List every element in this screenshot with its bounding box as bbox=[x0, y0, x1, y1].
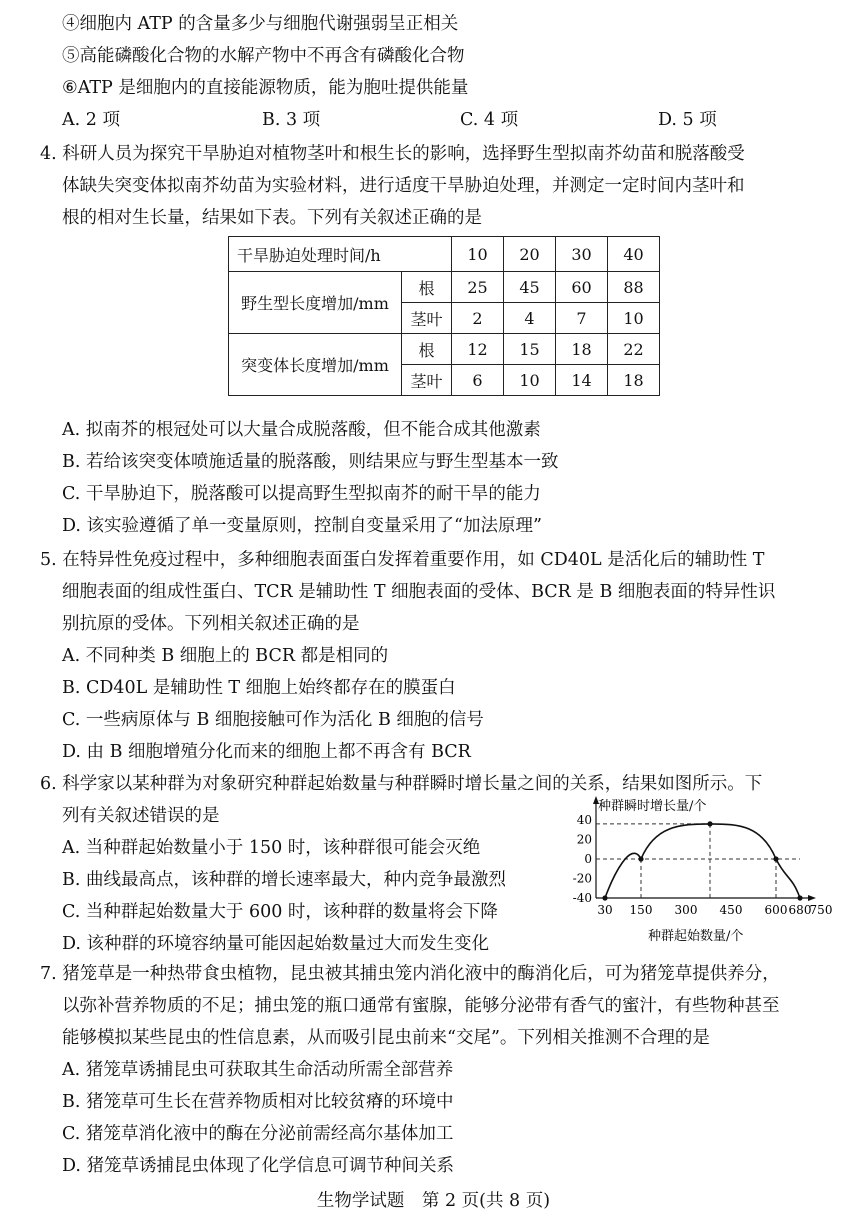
table-cell: 22 bbox=[608, 334, 660, 365]
q5-stem-line-1: 5. 在特异性免疫过程中，多种细胞表面蛋白发挥着重要作用，如 CD40L 是活化后的辅助性 T bbox=[40, 550, 765, 570]
q7-option-c: C. 猪笼草消化液中的酶在分泌前需经高尔基体加工 bbox=[62, 1124, 454, 1144]
x-tick-label: 750 bbox=[809, 903, 833, 917]
table-cell: 60 bbox=[556, 272, 608, 303]
q7-stem-line-2: 以弥补营养物质的不足；捕虫笼的瓶口通常有蜜腺，能够分泌带有香气的蜜汁，有些物种甚至 bbox=[62, 996, 780, 1016]
statement-4: ④细胞内 ATP 的含量多少与细胞代谢强弱呈正相关 bbox=[62, 14, 459, 34]
q7-option-d: D. 猪笼草诱捕昆虫体现了化学信息可调节种间关系 bbox=[62, 1156, 455, 1176]
statement-5: ⑤高能磷酸化合物的水解产物中不再含有磷酸化合物 bbox=[62, 46, 465, 66]
table-cell: 88 bbox=[608, 272, 660, 303]
table-cell: 10 bbox=[504, 365, 556, 396]
q4-stem-line-1: 4. 科研人员为探究干旱胁迫对植物茎叶和根生长的影响，选择野生型拟南芥幼苗和脱落酸受 bbox=[40, 144, 745, 164]
x-tick-label: 450 bbox=[719, 903, 743, 917]
table-row bbox=[229, 334, 660, 365]
curve-point bbox=[707, 821, 712, 826]
chart-xlabel: 种群起始数量/个 bbox=[648, 929, 744, 944]
q5-option-a: A. 不同种类 B 细胞上的 BCR 都是相同的 bbox=[62, 646, 389, 666]
curve-point bbox=[638, 856, 643, 861]
q7-option-b: B. 猪笼草可生长在营养物质相对比较贫瘠的环境中 bbox=[62, 1092, 454, 1112]
table-cell: 14 bbox=[556, 365, 608, 396]
option-c: C. 4 项 bbox=[460, 110, 519, 130]
q4-option-d: D. 该实验遵循了单一变量原则，控制自变量采用了“加法原理” bbox=[62, 516, 542, 536]
q7-stem-line-1: 7. 猪笼草是一种热带食虫植物，昆虫被其捕虫笼内消化液中的酶消化后，可为猪笼草提供养分， bbox=[40, 964, 780, 984]
table-time-cell: 10 bbox=[452, 237, 504, 272]
table-cell: 7 bbox=[556, 303, 608, 334]
table-time-cell: 20 bbox=[504, 237, 556, 272]
q4-stem-line-3: 根的相对生长量，结果如下表。下列有关叙述正确的是 bbox=[62, 208, 482, 228]
table-header-label: 干旱胁迫处理时间/h bbox=[229, 237, 452, 272]
y-tick-label: 20 bbox=[576, 832, 592, 847]
y-tick-label: 0 bbox=[584, 852, 592, 866]
table-time-cell: 40 bbox=[608, 237, 660, 272]
q6-option-d: D. 该种群的环境容纳量可能因起始数量过大而发生变化 bbox=[62, 934, 490, 954]
y-tick-label: -40 bbox=[572, 891, 592, 905]
data-table bbox=[228, 236, 660, 396]
group-label-mutant: 突变体长度增加/mm bbox=[229, 334, 402, 396]
q5-option-c: C. 一些病原体与 B 细胞接触可作为活化 B 细胞的信号 bbox=[62, 710, 484, 730]
table-cell: 25 bbox=[452, 272, 504, 303]
part-label: 茎叶 bbox=[402, 303, 452, 334]
group-label-wildtype: 野生型长度增加/mm bbox=[229, 272, 402, 334]
q4-stem-line-2: 体缺失突变体拟南芥幼苗为实验材料，进行适度干旱胁迫处理，并测定一定时间内茎叶和 bbox=[62, 176, 745, 196]
q4-option-b: B. 若给该突变体喷施适量的脱落酸，则结果应与野生型基本一致 bbox=[62, 452, 559, 472]
x-tick-label: 600 bbox=[764, 903, 788, 917]
q6-option-c: C. 当种群起始数量大于 600 时，该种群的数量将会下降 bbox=[62, 902, 498, 922]
growth-curve bbox=[605, 824, 800, 898]
y-tick-label: -20 bbox=[572, 871, 592, 886]
growth-chart bbox=[558, 790, 833, 946]
q6-stem-line-2: 列有关叙述错误的是 bbox=[62, 806, 220, 826]
q7-option-a: A. 猪笼草诱捕昆虫可获取其生命活动所需全部营养 bbox=[62, 1060, 454, 1080]
q5-option-d: D. 由 B 细胞增殖分化而来的细胞上都不再含有 BCR bbox=[62, 742, 471, 762]
table-time-cell: 30 bbox=[556, 237, 608, 272]
curve-point bbox=[773, 856, 778, 861]
table-row bbox=[229, 272, 660, 303]
part-label: 根 bbox=[402, 334, 452, 365]
x-axis-arrow bbox=[808, 895, 816, 901]
part-label: 茎叶 bbox=[402, 365, 452, 396]
table-cell: 18 bbox=[556, 334, 608, 365]
curve-point bbox=[602, 895, 607, 900]
table-cell: 6 bbox=[452, 365, 504, 396]
curve-point bbox=[797, 895, 802, 900]
x-tick-label: 300 bbox=[674, 903, 698, 917]
q7-stem-line-3: 能够模拟某些昆虫的性信息素，从而吸引昆虫前来“交尾”。下列相关推测不合理的是 bbox=[62, 1028, 710, 1048]
table-cell: 15 bbox=[504, 334, 556, 365]
option-b: B. 3 项 bbox=[262, 110, 321, 130]
table-cell: 12 bbox=[452, 334, 504, 365]
x-tick-label: 680 bbox=[788, 903, 812, 917]
q6-option-b: B. 曲线最高点，该种群的增长速率最大，种内竞争最激烈 bbox=[62, 870, 506, 890]
table-cell: 18 bbox=[608, 365, 660, 396]
y-tick-label: 40 bbox=[576, 813, 592, 827]
x-tick-label: 30 bbox=[597, 903, 613, 917]
q5-option-b: B. CD40L 是辅助性 T 细胞上始终都存在的膜蛋白 bbox=[62, 678, 456, 698]
part-label: 根 bbox=[402, 272, 452, 303]
statement-6: ⑥ATP 是细胞内的直接能源物质，能为胞吐提供能量 bbox=[62, 78, 469, 98]
option-a: A. 2 项 bbox=[62, 110, 120, 130]
q4-option-a: A. 拟南芥的根冠处可以大量合成脱落酸，但不能合成其他激素 bbox=[62, 420, 541, 440]
q6-option-a: A. 当种群起始数量小于 150 时，该种群很可能会灭绝 bbox=[62, 838, 481, 858]
option-d: D. 5 项 bbox=[658, 110, 717, 130]
table-cell: 2 bbox=[452, 303, 504, 334]
table-header-row bbox=[229, 237, 660, 272]
q5-stem-line-3: 别抗原的受体。下列相关叙述正确的是 bbox=[62, 614, 360, 634]
page-footer: 生物学试题 第 2 页(共 8 页) bbox=[316, 1191, 551, 1211]
q4-option-c: C. 干旱胁迫下，脱落酸可以提高野生型拟南芥的耐干旱的能力 bbox=[62, 484, 541, 504]
table-cell: 10 bbox=[608, 303, 660, 334]
table-cell: 45 bbox=[504, 272, 556, 303]
chart-ylabel: 种群瞬时增长量/个 bbox=[598, 799, 707, 814]
q6-stem-line-1: 6. 科学家以某种群为对象研究种群起始数量与种群瞬时增长量之间的关系，结果如图所示。下 bbox=[40, 774, 763, 794]
q5-stem-line-2: 细胞表面的组成性蛋白、TCR 是辅助性 T 细胞表面的受体、BCR 是 B 细胞表面的特异性识 bbox=[62, 582, 776, 602]
x-tick-label: 150 bbox=[629, 903, 653, 917]
table-cell: 4 bbox=[504, 303, 556, 334]
